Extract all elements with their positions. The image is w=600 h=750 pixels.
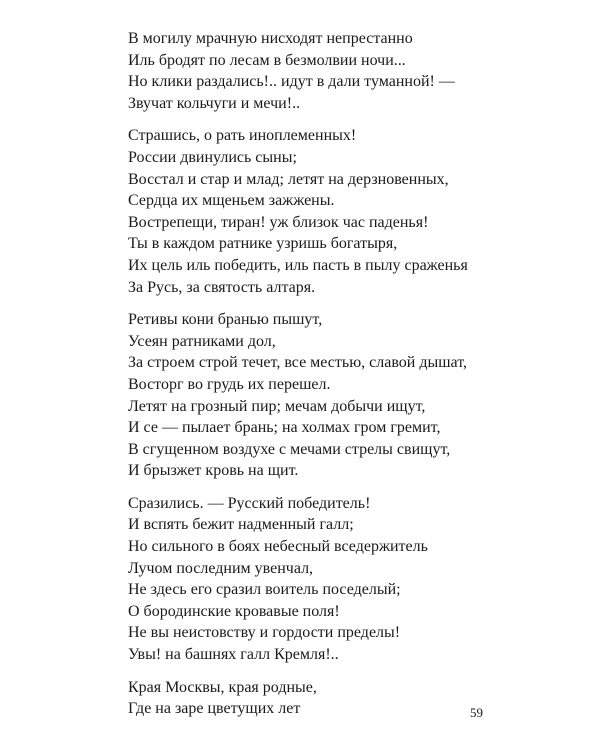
poem-line: За Русь, за святость алтаря.: [128, 278, 316, 296]
poem-line: Сердца их мщеньем зажжены.: [128, 192, 335, 210]
poem-line: И брызжет кровь на щит.: [128, 462, 299, 480]
poem-line: В сгущенном воздухе с мечами стрелы свищут,: [128, 440, 451, 458]
poem-line: Вострепещи, тиран! уж близок час паденья!: [128, 213, 429, 231]
poem-line: Лучом последним увенчал,: [128, 559, 314, 577]
poem-line: О бородинские кровавые поля!: [128, 602, 340, 620]
poem-line: Не вы неистовству и гордости пределы!: [128, 624, 401, 642]
poem-line: Ты в каждом ратнике узришь богатыря,: [128, 235, 398, 253]
poem-line: За строем строй течет, все местью, славой дышат,: [128, 354, 468, 372]
stanza-2: [128, 125, 568, 298]
poem-line: Но клики раздались!.. идут в дали туманной! —: [128, 73, 455, 91]
poem-line: Усеян ратниками дол,: [128, 332, 276, 350]
poem-line: Края Москвы, края родные,: [128, 678, 317, 696]
poem-line: В могилу мрачную нисходят непрестанно: [128, 30, 413, 47]
poem-line: Но сильного в боях небесный вседержитель: [128, 538, 428, 556]
poem-line: И вспять бежит надменный галл;: [128, 516, 354, 534]
poem-line: Где на заре цветущих лет: [128, 700, 301, 718]
poem-line: Летят на грозный пир; мечам добычи ищут,: [128, 397, 426, 415]
stanza-1: [128, 28, 568, 114]
poem-line: Иль бродят по лесам в безмолвии ночи...: [128, 51, 406, 69]
poem-line: Восторг во грудь их перешел.: [128, 375, 331, 393]
page-number: 59: [470, 705, 483, 720]
stanza-5: [128, 677, 568, 720]
poem-text: [128, 28, 568, 731]
poem-line: Не здесь его сразил воитель поседелый;: [128, 581, 401, 599]
poem-line: Сразились. — Русский победитель!: [128, 494, 371, 512]
poem-line: И се — пылает брань; на холмах гром гремит,: [128, 419, 441, 437]
stanza-4: [128, 493, 568, 666]
poem-line: Страшись, о рать иноплеменных!: [128, 127, 357, 145]
stanza-3: [128, 309, 568, 482]
poem-line: Звучат кольчуги и мечи!..: [128, 94, 301, 112]
poem-line: России двинулись сыны;: [128, 148, 297, 166]
poem-line: Ретивы кони бранью пышут,: [128, 311, 323, 329]
poem-line: Восстал и стар и млад; летят на дерзновенных,: [128, 170, 449, 188]
poem-line: Их цель иль победить, иль пасть в пылу сраженья: [128, 256, 468, 274]
poem-line: Увы! на башнях галл Кремля!..: [128, 646, 339, 664]
